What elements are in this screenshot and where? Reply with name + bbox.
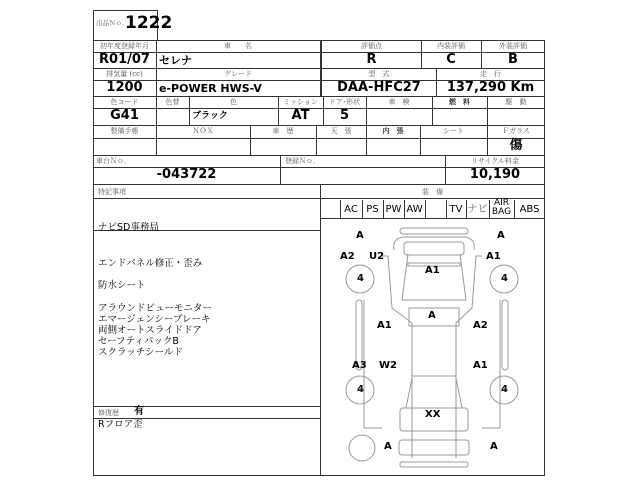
equipment-label: 装 備 <box>422 188 443 196</box>
recycle-label: リサイクル料金 <box>470 157 520 165</box>
mark-left-quarter: A3 <box>352 360 367 371</box>
tire-fr: 4 <box>501 273 508 284</box>
exterior-value: B <box>508 52 518 67</box>
note-line: スクラッチシールド <box>98 347 183 358</box>
interior-value: C <box>446 52 456 67</box>
note-line: エマージェンシーブレーキ <box>98 314 211 325</box>
name-value: セレナ <box>159 54 192 67</box>
mark-right-fender: A1 <box>486 251 501 262</box>
model-value: DAA-HFC27 <box>337 80 421 95</box>
reg-label: 初年度登録年月 <box>100 42 149 50</box>
equip-ac: AC <box>344 204 358 215</box>
mark-rear-left: A <box>384 441 392 452</box>
color-value: ブラック <box>192 111 228 121</box>
disp-label: 排気量 (cc) <box>106 70 143 78</box>
equip-airbag: AIR BAG <box>491 198 512 217</box>
disp-value: 1200 <box>106 80 143 95</box>
trans-label: ミッション <box>283 98 318 106</box>
note-line: 防水シート <box>98 280 146 291</box>
lot-label: 出品Ｎｏ． <box>96 19 129 27</box>
mark-right-front-door: A2 <box>473 320 488 331</box>
repair-label: 修復歴 <box>98 409 119 417</box>
mileage-value: 137,290 Km <box>446 80 535 95</box>
door-value: 5 <box>339 108 350 123</box>
interior-label: 内装評価 <box>437 42 465 50</box>
mark-front-left: A <box>356 230 364 241</box>
tire-rr: 4 <box>501 384 508 395</box>
mark-front-right: A <box>497 230 505 241</box>
score-value: R <box>366 52 377 67</box>
history-label: 車 歴 <box>272 127 294 135</box>
exterior-label: 外装評価 <box>499 42 527 50</box>
mark-roof: A <box>428 310 436 321</box>
maint-label: 整備手帳 <box>110 127 139 135</box>
interior-trim-label: 内 張 <box>382 126 404 135</box>
model-label: 型 式 <box>368 70 390 78</box>
note-line: セーフティパックB <box>98 336 179 347</box>
regno-label: 登録Ｎｏ． <box>285 157 320 165</box>
equip-abs: ABS <box>519 204 540 215</box>
chassis-label: 車台Ｎｏ． <box>96 157 131 165</box>
note-line: アラウンドビューモニター <box>98 303 213 314</box>
colorcode-value: G41 <box>110 108 139 123</box>
trans-value: AT <box>291 108 310 123</box>
recycle-value: 10,190 <box>469 167 521 182</box>
equip-pw: PW <box>385 204 402 215</box>
grade-label: グレード <box>224 70 252 78</box>
nox-label: ＮＯＸ <box>192 127 214 135</box>
chassis-value: -043722 <box>156 167 217 182</box>
note-line: 両側オートスライドドア <box>98 325 202 336</box>
mark-tailgate: XX <box>425 409 441 420</box>
fuel-label: 燃 料 <box>449 97 470 106</box>
grade-value: e-POWER HWS-V <box>159 82 262 95</box>
tire-fl: 4 <box>357 273 364 284</box>
colorcode-label: 色コード <box>110 98 139 106</box>
mark-rear-right: A <box>490 441 498 452</box>
glass-label: Ｆガラス <box>502 127 530 135</box>
mark-hood: A1 <box>425 265 440 276</box>
repair-detail: Rフロア歪 <box>98 419 143 430</box>
score-label: 評価点 <box>361 42 382 50</box>
mark-left-pillar: U2 <box>369 251 385 262</box>
seat-label: シート <box>443 127 464 135</box>
mark-right-rear-door: A1 <box>473 360 488 371</box>
glass-value: 傷 <box>509 138 523 153</box>
lot-number: 1222 <box>125 13 173 33</box>
mark-left-front-door: A1 <box>377 320 392 331</box>
ceiling-label: 天 張 <box>330 127 352 135</box>
note-line: ナビSD事務局 <box>98 222 159 233</box>
notes-label: 特記事項 <box>98 188 126 196</box>
mark-left-fender: A2 <box>340 251 355 262</box>
name-label: 車 名 <box>224 42 252 50</box>
tire-rl: 4 <box>357 384 364 395</box>
equip-tv: TV <box>449 204 463 215</box>
equip-navi: ナビ <box>467 204 488 215</box>
mark-left-rear-door: W2 <box>379 360 397 371</box>
reg-value: R01/07 <box>99 52 150 67</box>
drive-label: 駆 動 <box>505 98 527 106</box>
inspect-label: 車 検 <box>388 98 410 106</box>
note-line: エンドパネル修正・歪み <box>98 258 203 269</box>
door-label: ドア･形状 <box>328 98 361 106</box>
equip-ps: PS <box>366 204 379 215</box>
colorchange-label: 色替 <box>165 98 180 106</box>
color-label: 色 <box>230 98 237 106</box>
repair-value: 有 <box>134 406 144 417</box>
equip-aw: AW <box>406 204 423 215</box>
mileage-label: 走 行 <box>480 70 501 78</box>
